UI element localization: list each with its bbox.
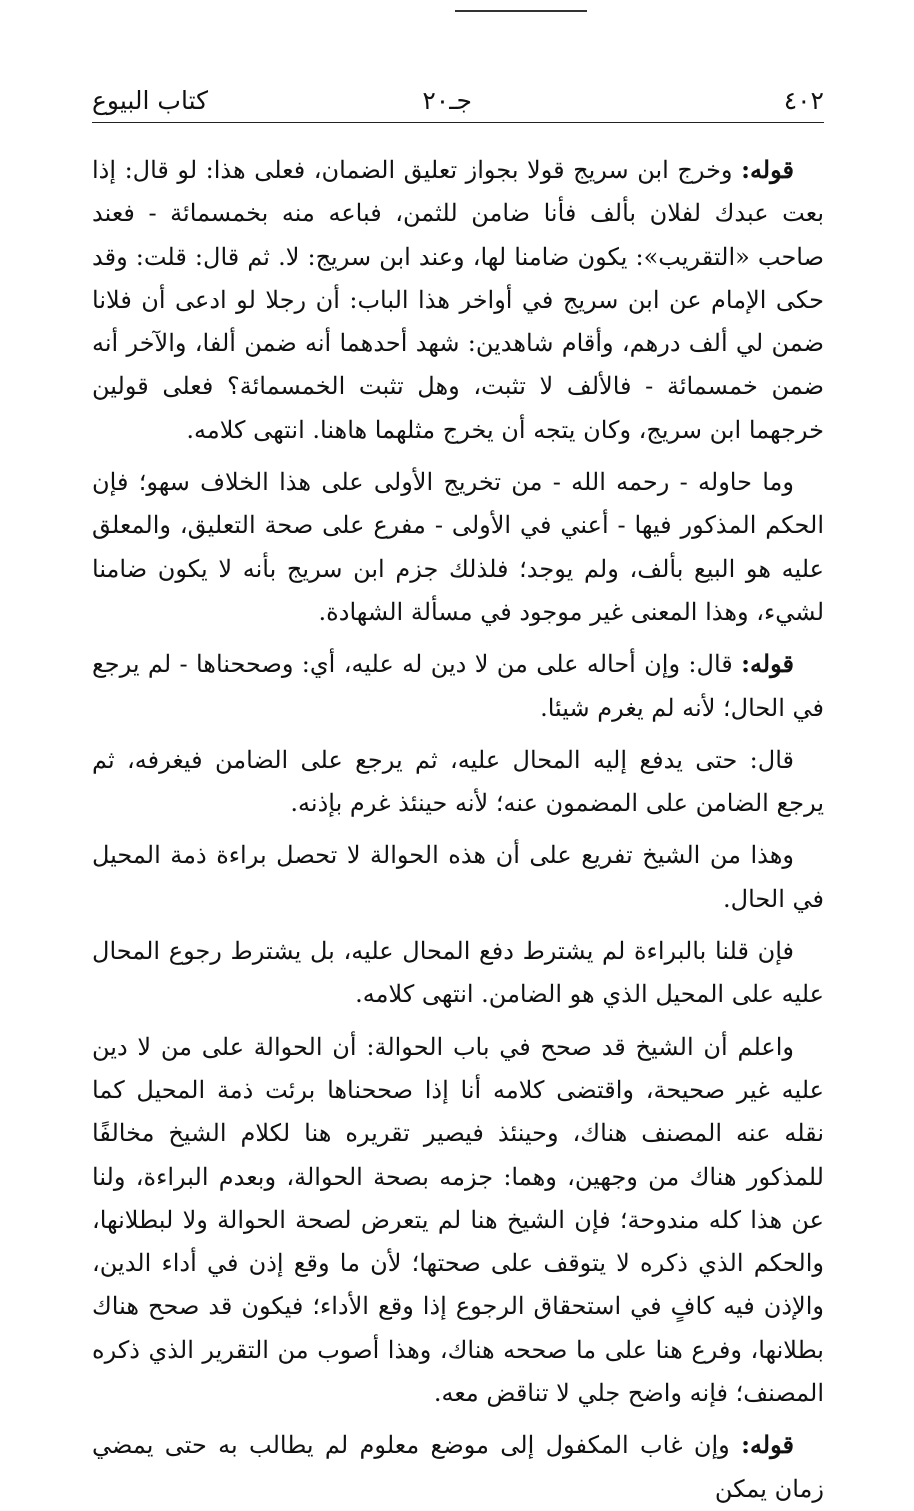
book-title: كتاب البيوع <box>92 86 209 115</box>
volume-label: جـ٢٠ <box>422 86 472 115</box>
paragraph <box>92 460 824 634</box>
paragraph-lead: قوله: <box>741 155 794 184</box>
page-number: ٤٠٢ <box>783 86 824 115</box>
paragraph <box>92 929 824 1017</box>
paragraph-text: وهذا من الشيخ تفريع على أن هذه الحوالة لا تحصل براءة ذمة المحيل في الحال. <box>92 841 824 913</box>
paragraph-text: قال: وإن أحاله على من لا دين له عليه، أي: وصححناها - لم يرجع في الحال؛ لأنه لم يغرم شيئا. <box>92 650 824 722</box>
page-body <box>92 148 824 1511</box>
page-header <box>92 82 824 123</box>
paragraph-text: وإن غاب المكفول إلى موضع معلوم لم يطالب به حتى يمضي زمان يمكن <box>92 1431 824 1503</box>
paragraph-text: وما حاوله - رحمه الله - من تخريج الأولى على هذا الخلاف سهو؛ فإن الحكم المذكور فيها - أعني في الأولى - مفرع على صحة التعليق، والمعلق عليه هو البيع بألف، ولم يوجد؛ فلذلك جزم ابن سريج بأنه لا يكون ضامنا لشيء، وهذا المعنى غير موجود في مسألة الشهادة. <box>92 468 825 626</box>
paragraph <box>92 148 824 452</box>
paragraph <box>92 738 824 826</box>
paragraph-text: واعلم أن الشيخ قد صحح في باب الحوالة: أن الحوالة على من لا دين عليه غير صحيحة، واقتضى كلامه أنا إذا صححناها برئت ذمة المحيل كما نقله عنه المصنف هناك، وحينئذ فيصير تقريره هنا لكلام الشيخ مخالفًا للمذكور هناك من وجهين، وهما: جزمه بصحة الحوالة، وبعدم البراءة، ولنا عن هذا كله مندوحة؛ فإن الشيخ هنا لم يتعرض لصحة الحوالة ولا لبطلانها، والحكم الذي ذكره لا يتوقف على صحتها؛ لأن ما وقع إذن في أداء الدين، والإذن فيه كافٍ في استحقاق الرجوع إذا وقع الأداء؛ فيكون قد صحح هناك بطلانها، وفرع هنا على ما صححه هناك، وهذا أصوب من التقرير الذي ذكره المصنف؛ فإنه واضح جلي لا تناقض معه. <box>92 1032 825 1408</box>
paragraph-lead: قوله: <box>741 1430 794 1460</box>
paragraph <box>92 1025 824 1416</box>
paragraph-text: قال: حتى يدفع إليه المحال عليه، ثم يرجع على الضامن فيغرفه، ثم يرجع الضامن على المضمون عنه؛ لأنه حينئذ غرم بإذنه. <box>92 745 824 818</box>
paragraph <box>92 642 824 730</box>
paragraph-lead: قوله: <box>741 649 794 679</box>
paragraph-text: فإن قلنا بالبراءة لم يشترط دفع المحال عليه، بل يشترط رجوع المحال عليه على المحيل الذي هو الضامن. انتهى كلامه. <box>92 937 824 1009</box>
paragraph <box>92 1423 824 1511</box>
top-rule <box>455 10 587 12</box>
paragraph <box>92 833 824 921</box>
paragraph-text: وخرج ابن سريج قولا بجواز تعليق الضمان، فعلى هذا: لو قال: إذا بعت عبدك لفلان بألف فأنا ضامن للثمن، فباعه منه بخمسمائة - فعند صاحب «التقريب»: يكون ضامنا لها، وعند ابن سريج: لا. ثم قال: قلت: وقد حكى الإمام عن ابن سريج في أواخر هذا الباب: أن رجلا لو ادعى أن فلانا ضمن لي ألف درهم، وأقام شاهدين: شهد أحدهما أنه ضمن ألفا، والآخر أنه ضمن خمسمائة - فالألف لا تثبت، وهل تثبت الخمسمائة؟ فعلى قولين خرجهما ابن سريج، وكان يتجه أن يخرج مثلهما هاهنا. انتهى كلامه. <box>92 156 824 444</box>
